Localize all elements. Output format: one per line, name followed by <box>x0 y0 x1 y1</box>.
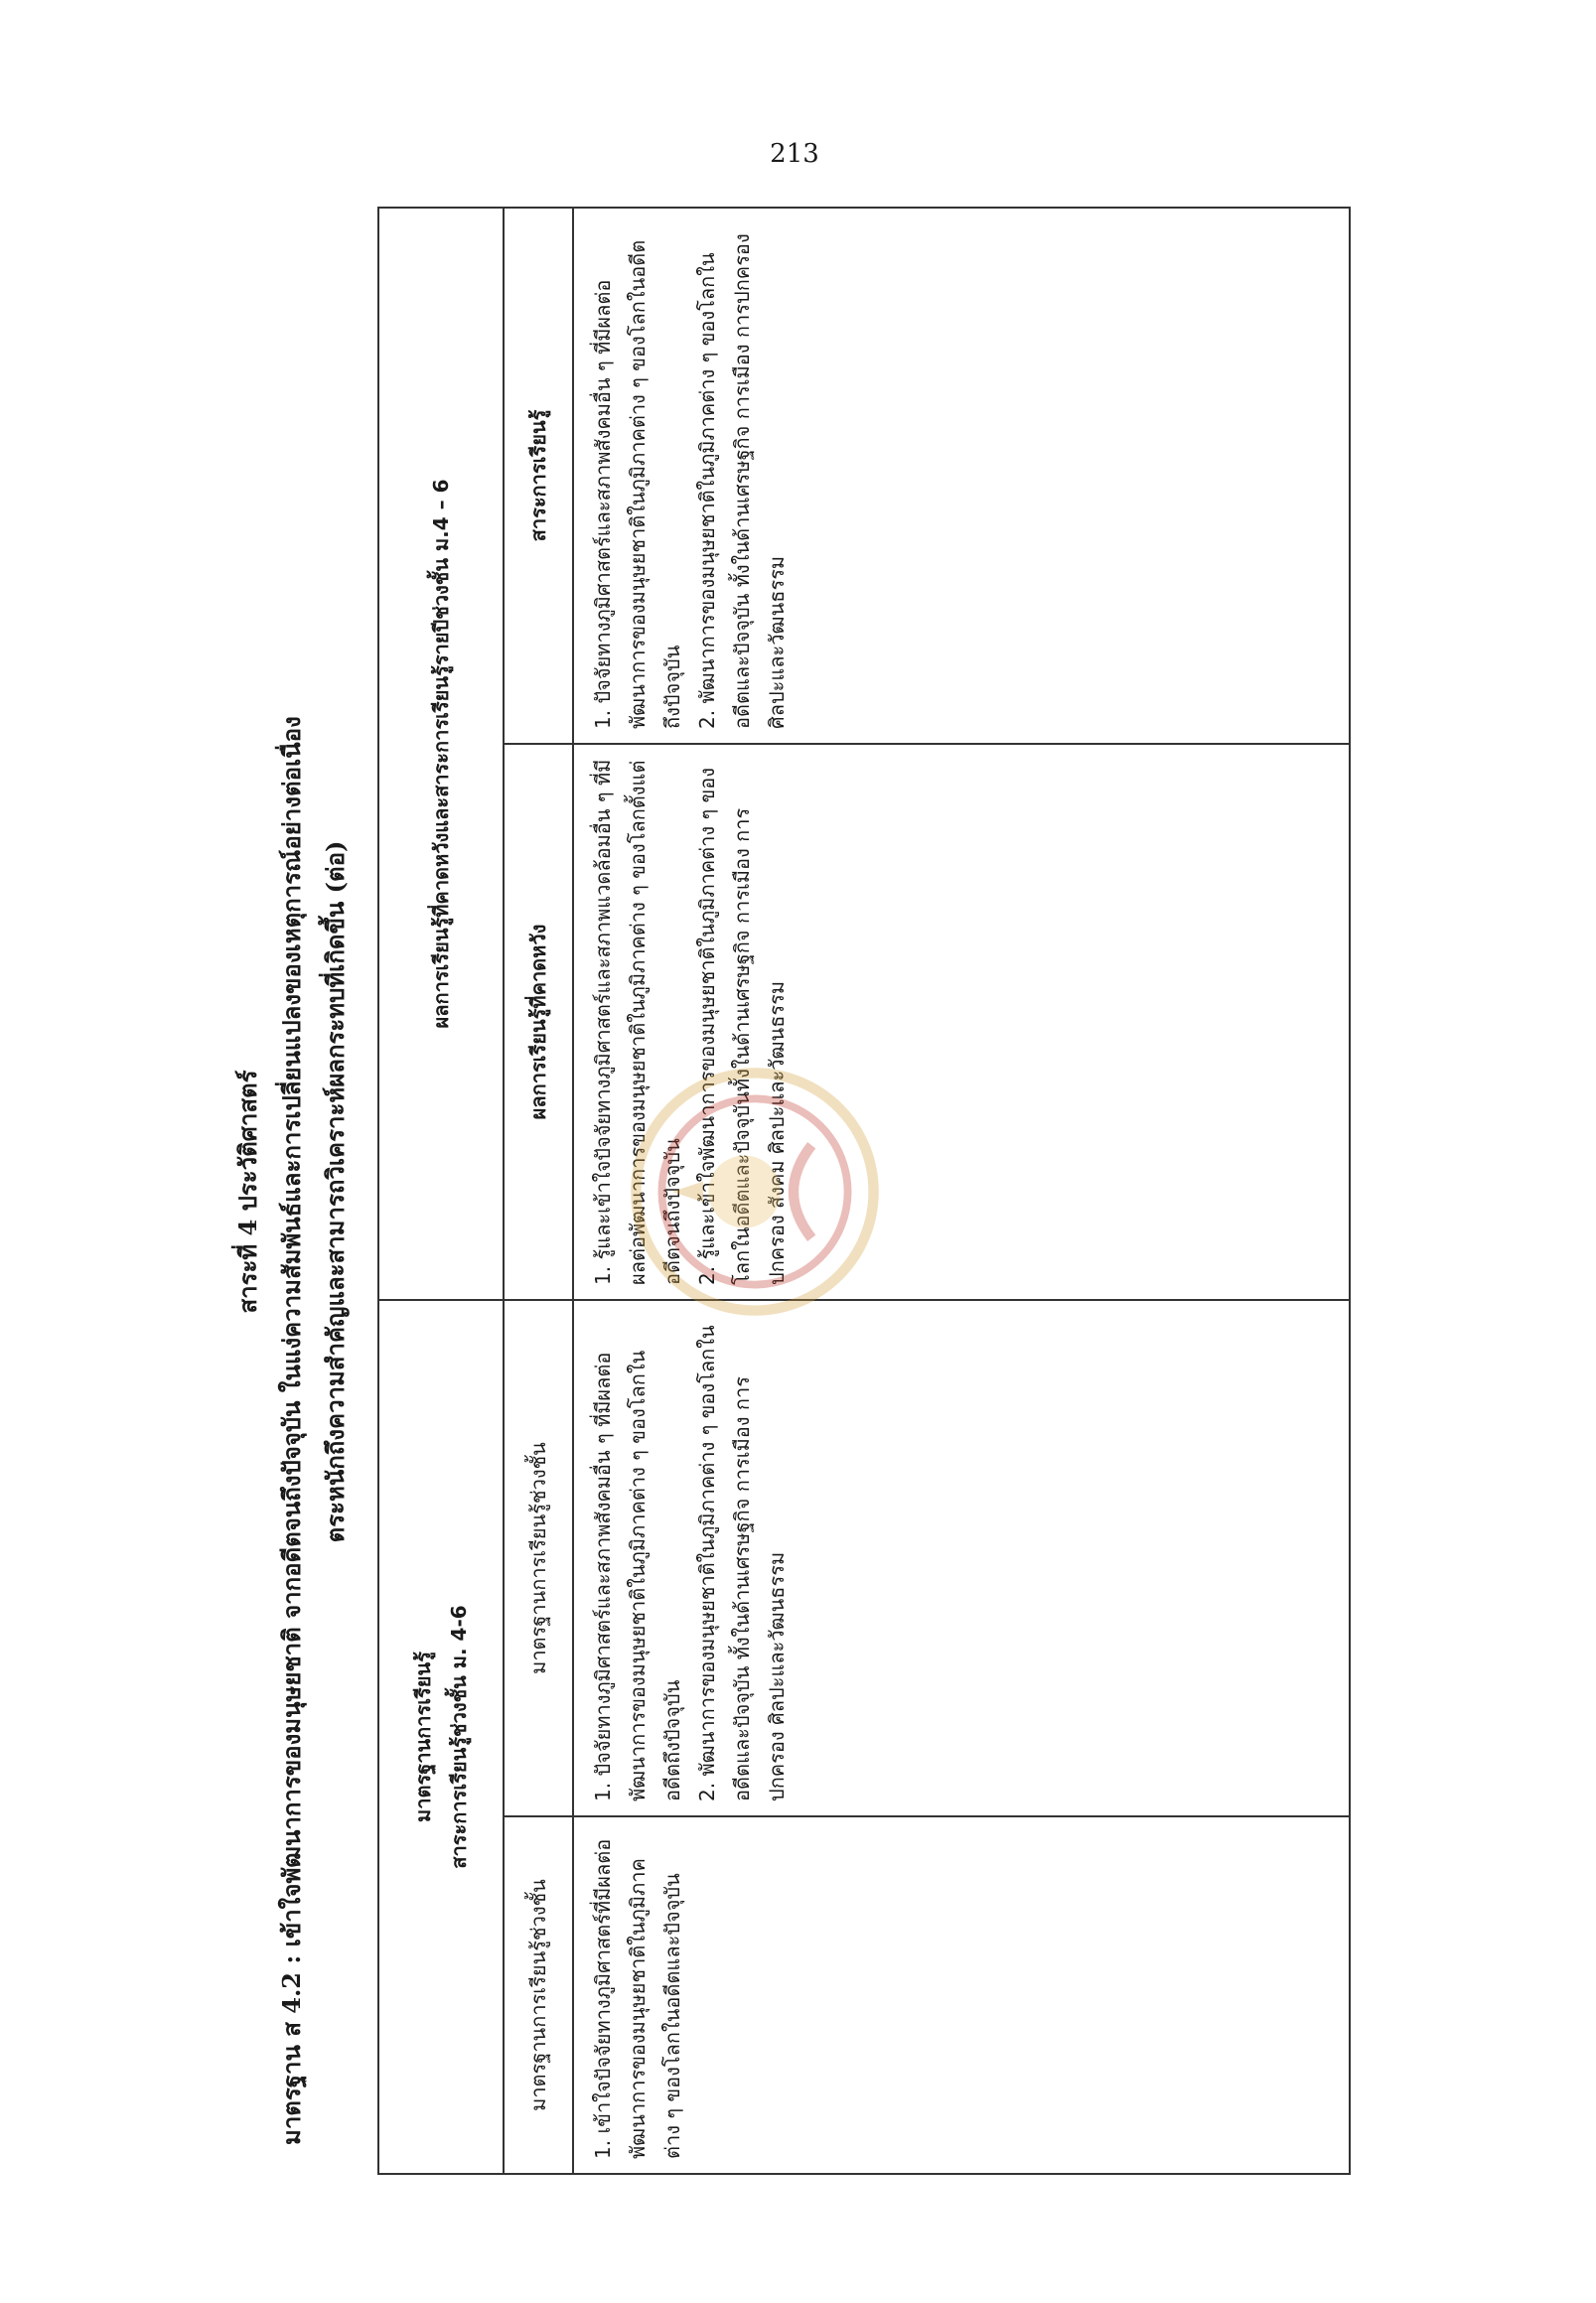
heading-block <box>228 209 358 2175</box>
col2-cell <box>573 1300 1350 1816</box>
col1-cell <box>573 1816 1350 2174</box>
col2-item: 1. ปัจจัยทางภูมิศาสตร์และสภาพสังคมอื่น ๆ ที่มีผลต่อพัฒนาการของมนุษยชาติในภูมิภาคต่าง ๆ ของโลกในอดีตถึงปัจจุบัน <box>591 1350 684 1801</box>
table-group-header-row <box>378 208 504 2174</box>
col1-item: 1. เข้าใจปัจจัยทางภูมิศาสตร์ที่มีผลต่อพัฒนาการของมนุษยชาติในภูมิภาคต่าง ๆ ของโลกในอดีตและปัจจุบัน <box>591 1838 684 2159</box>
col2-header: มาตรฐานการเรียนรู้ช่วงชั้น <box>504 1300 573 1816</box>
table-row <box>573 208 1350 2174</box>
group-header-outcomes: ผลการเรียนรู้ที่คาดหวังและสาระการเรียนรู้รายปีช่วงชั้น ม.4 – 6 <box>378 208 504 1300</box>
group-header-standards-line1: มาตรฐานการเรียนรู้ <box>411 1652 435 1822</box>
rotated-page-content <box>228 209 1356 2175</box>
group-header-standards <box>378 1300 504 2174</box>
col4-header: สาระการเรียนรู้ <box>504 208 573 744</box>
col2-item: 2. พัฒนาการของมนุษยชาติในภูมิภาคต่าง ๆ ของโลกในอดีตและปัจจุบัน ทั้งในด้านเศรษฐกิจ การเมือง การปกครอง ศิลปะและวัฒนธรรม <box>695 1325 789 1801</box>
col1-header: มาตรฐานการเรียนรู้ช่วงชั้น <box>504 1816 573 2174</box>
standard-statement-continued: ตระหนักถึงความสำคัญและสามารถวิเคราะห์ผลกระทบที่เกิดขึ้น (ต่อ) <box>321 840 350 1543</box>
col4-item: 2. พัฒนาการของมนุษยชาติในภูมิภาคต่าง ๆ ของโลกในอดีตและปัจจุบัน ทั้งในด้านเศรษฐกิจ การเมือง การปกครอง ศิลปะและวัฒนธรรม <box>695 233 789 729</box>
curriculum-table <box>377 207 1351 2175</box>
group-header-standards-line2: สาระการเรียนรู้ช่วงชั้น ม. 4-6 <box>447 1605 471 1869</box>
standard-statement: มาตรฐาน ส 4.2 : เข้าใจพัฒนาการของมนุษยชาติ จากอดีตจนถึงปัจจุบัน ในแง่ความสัมพันธ์และการเปลี่ยนแปลงของเหตุการณ์อย่างต่อเนื่อง <box>277 716 306 2145</box>
col4-item: 1. ปัจจัยทางภูมิศาสตร์และสภาพสังคมอื่น ๆ ที่มีผลต่อพัฒนาการของมนุษยชาติในภูมิภาคต่าง ๆ ของโลกในอดีตถึงปัจจุบัน <box>591 239 684 729</box>
col3-cell <box>573 744 1350 1300</box>
col3-item: 1. รู้และเข้าใจปัจจัยทางภูมิศาสตร์และสภาพแวดล้อมอื่น ๆ ที่มีผลต่อพัฒนาการของมนุษยชาติในภูมิภาคต่าง ๆ ของโลกตั้งแต่อดีตจนถึงปัจจุบัน <box>591 759 684 1285</box>
col3-item: 2. รู้และเข้าใจพัฒนาการของมนุษยชาติในภูมิภาคต่าง ๆ ของโลกในอดีตและปัจจุบันทั้งในด้านเศรษฐกิจ การเมือง การปกครอง สังคม ศิลปะและวัฒนธรรม <box>695 767 789 1285</box>
col4-cell <box>573 208 1350 744</box>
table-column-header-row <box>504 208 573 2174</box>
strand-title: สาระที่ 4 ประวัติศาสตร์ <box>233 1070 262 1314</box>
col3-header: ผลการเรียนรู้ที่คาดหวัง <box>504 744 573 1300</box>
page-number: 213 <box>770 139 819 169</box>
